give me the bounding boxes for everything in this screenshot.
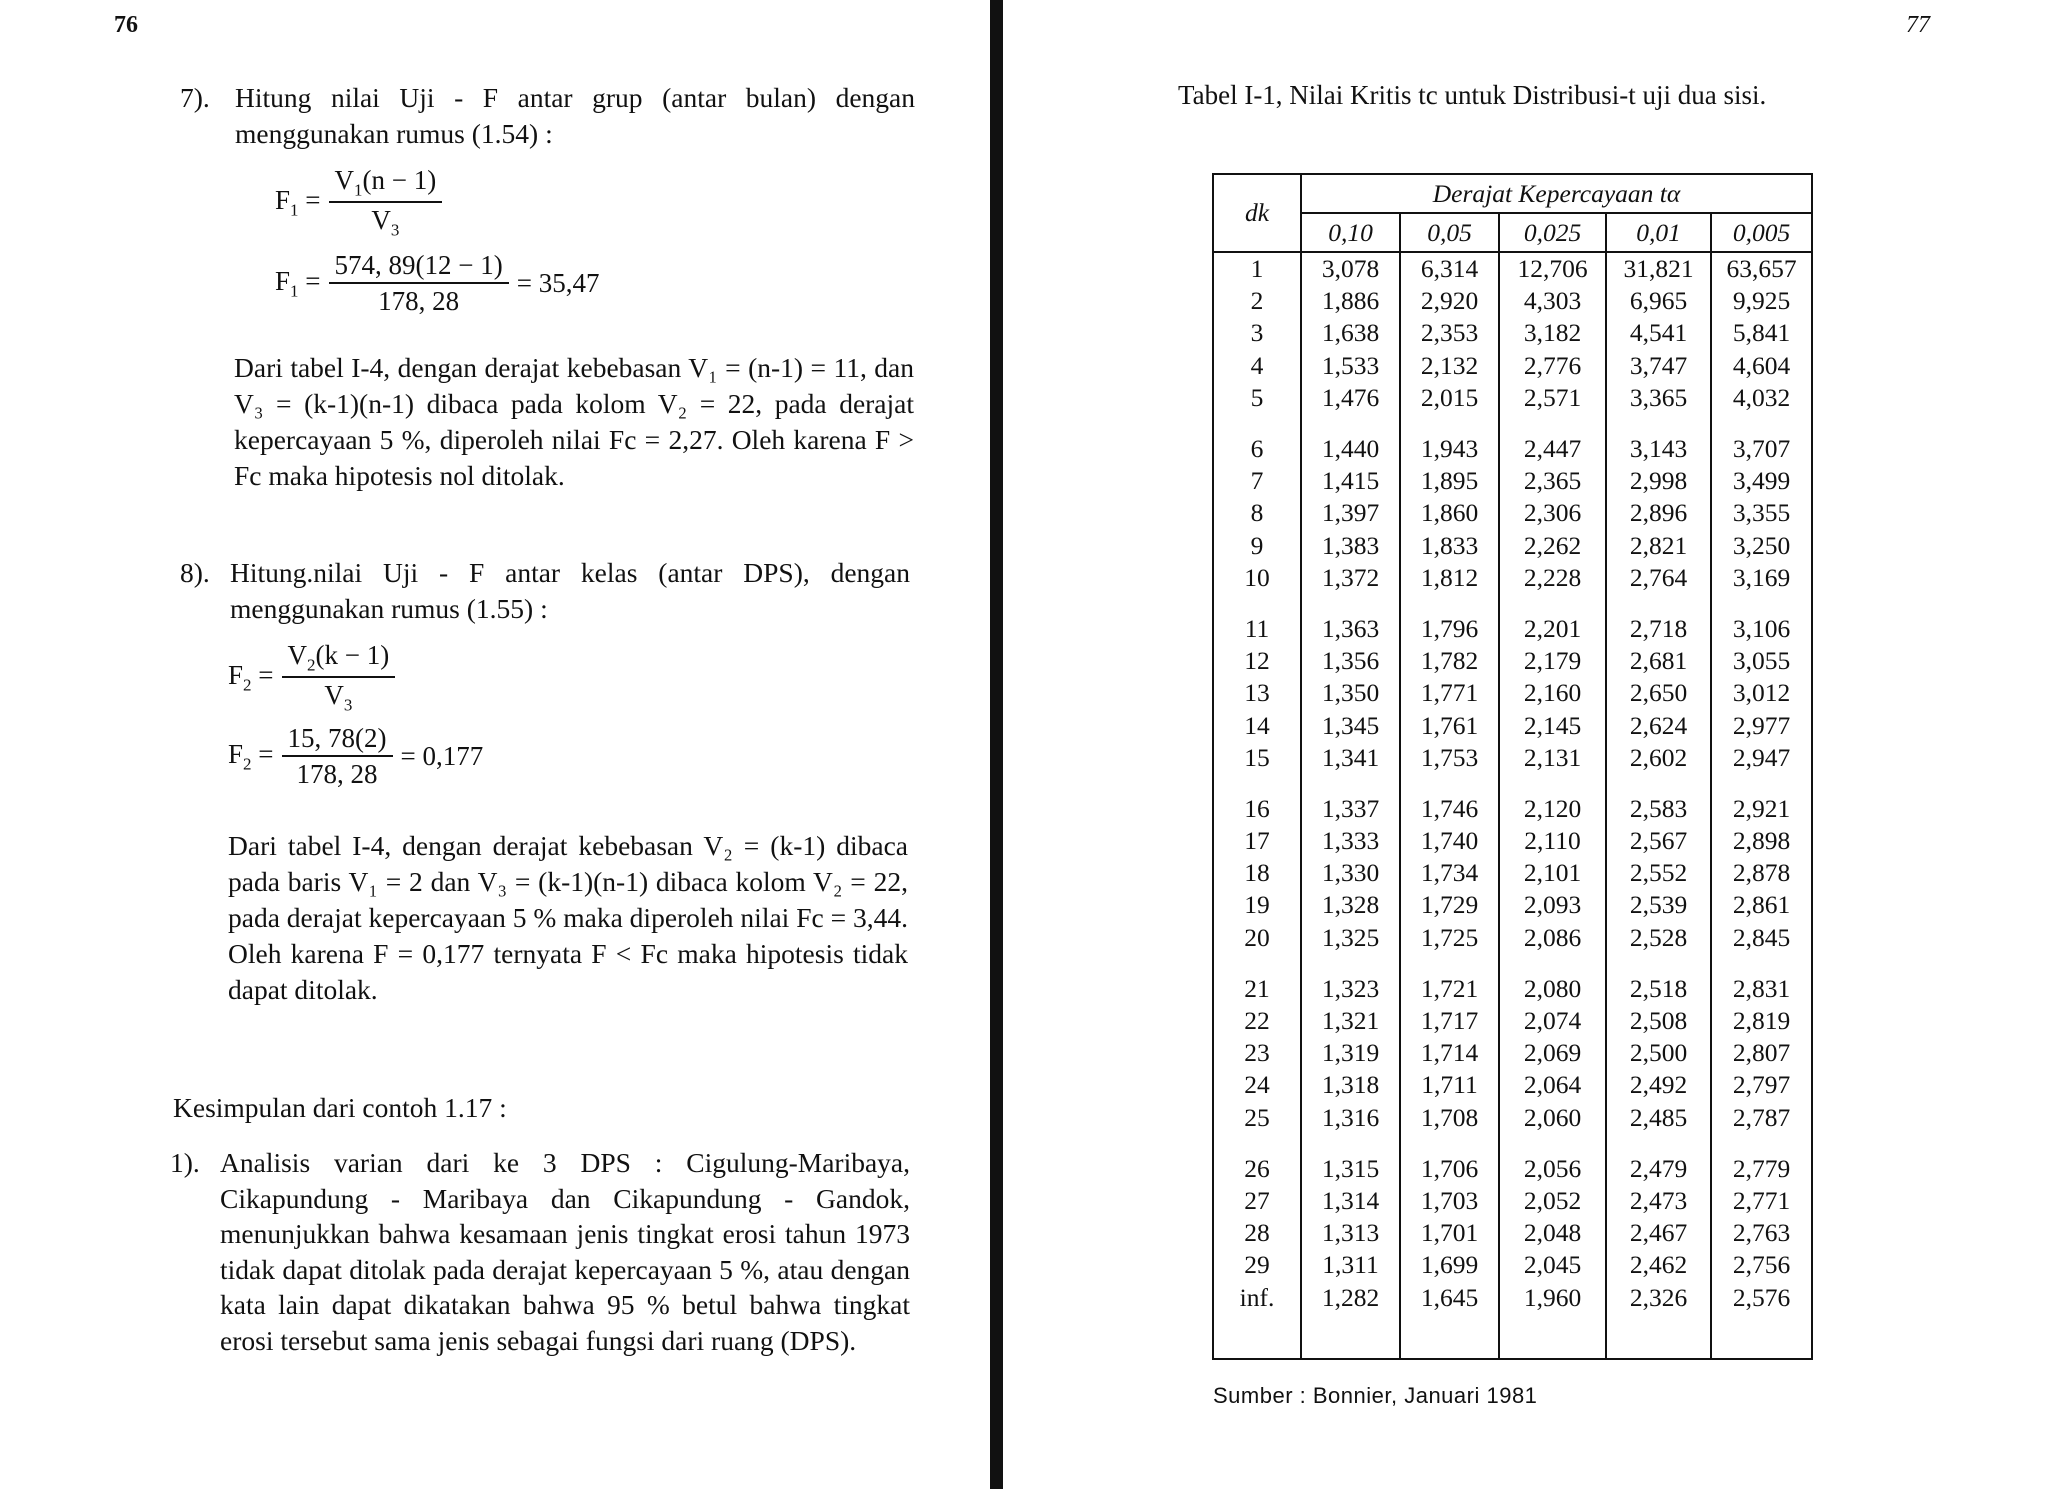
- value-cell: 2,492: [1606, 1069, 1711, 1101]
- book-spine: [990, 0, 1003, 1489]
- value-cell: 1,341: [1301, 742, 1400, 774]
- value-cell: 1,734: [1400, 857, 1499, 889]
- value-cell: 1,356: [1301, 645, 1400, 677]
- value-cell: 2,764: [1606, 562, 1711, 594]
- value-cell: 1,337: [1301, 774, 1400, 825]
- table-row: [1213, 742, 1812, 774]
- summary-item-1-number: 1).: [170, 1147, 200, 1178]
- value-cell: 3,055: [1711, 645, 1812, 677]
- value-cell: 2,998: [1606, 465, 1711, 497]
- value-cell: 2,500: [1606, 1037, 1711, 1069]
- value-cell: 1,708: [1400, 1102, 1499, 1134]
- dk-cell: 24: [1213, 1069, 1301, 1101]
- value-cell: 1,314: [1301, 1185, 1400, 1217]
- value-cell: 2,145: [1499, 709, 1606, 741]
- value-cell: 2,878: [1711, 857, 1812, 889]
- value-cell: 1,313: [1301, 1217, 1400, 1249]
- step-8-conclusion: Dari tabel I-4, dengan derajat kebebasan V₂ = (k-1) dibaca pada baris V₁ = 2 dan V₃ = (k-1)(n-1) dibaca kolom V₂ = 22, pada derajat kepercayaan 5 % maka diperoleh nilai Fc = 3,44. Oleh karena F = 0,177 ternyata F < Fc maka hipotesis tidak dapat ditolak.: [228, 830, 908, 1005]
- value-cell: 4,303: [1499, 285, 1606, 317]
- value-cell: 2,583: [1606, 774, 1711, 825]
- table-row: [1213, 857, 1812, 889]
- dk-cell: inf.: [1213, 1281, 1301, 1358]
- table-row: [1213, 382, 1812, 414]
- table-row: [1213, 285, 1812, 317]
- value-cell: 1,746: [1400, 774, 1499, 825]
- dk-cell: 27: [1213, 1185, 1301, 1217]
- table-row: [1213, 709, 1812, 741]
- value-cell: 1,383: [1301, 530, 1400, 562]
- value-cell: 1,796: [1400, 594, 1499, 645]
- table-row: [1213, 562, 1812, 594]
- value-cell: 2,060: [1499, 1102, 1606, 1134]
- dk-cell: 1: [1213, 252, 1301, 285]
- dk-cell: 10: [1213, 562, 1301, 594]
- value-cell: 12,706: [1499, 252, 1606, 285]
- value-cell: 9,925: [1711, 285, 1812, 317]
- value-cell: 2,080: [1499, 954, 1606, 1005]
- value-cell: 2,179: [1499, 645, 1606, 677]
- value-cell: 3,707: [1711, 414, 1812, 465]
- dk-cell: 28: [1213, 1217, 1301, 1249]
- value-cell: 2,771: [1711, 1185, 1812, 1217]
- table-row: [1213, 594, 1812, 645]
- column-header: 0,005: [1711, 213, 1812, 252]
- column-header-row: [1213, 213, 1812, 252]
- value-cell: 1,319: [1301, 1037, 1400, 1069]
- column-header: 0,025: [1499, 213, 1606, 252]
- table-row: [1213, 774, 1812, 825]
- value-cell: 2,821: [1606, 530, 1711, 562]
- value-cell: 2,845: [1711, 922, 1812, 954]
- value-cell: 2,831: [1711, 954, 1812, 1005]
- value-cell: 2,763: [1711, 1217, 1812, 1249]
- value-cell: 1,315: [1301, 1134, 1400, 1185]
- table-row: [1213, 1185, 1812, 1217]
- value-cell: 2,797: [1711, 1069, 1812, 1101]
- value-cell: 2,365: [1499, 465, 1606, 497]
- table-row: [1213, 1281, 1812, 1358]
- dk-cell: 3: [1213, 317, 1301, 349]
- value-cell: 2,052: [1499, 1185, 1606, 1217]
- value-cell: 5,841: [1711, 317, 1812, 349]
- value-cell: 6,965: [1606, 285, 1711, 317]
- value-cell: 2,518: [1606, 954, 1711, 1005]
- dk-cell: 20: [1213, 922, 1301, 954]
- value-cell: 1,740: [1400, 825, 1499, 857]
- step-8-number: 8).: [180, 557, 210, 588]
- value-cell: 2,056: [1499, 1134, 1606, 1185]
- dk-cell: 5: [1213, 382, 1301, 414]
- value-cell: 2,045: [1499, 1249, 1606, 1281]
- t-distribution-table: [1212, 173, 1813, 1360]
- value-cell: 4,541: [1606, 317, 1711, 349]
- table-row: [1213, 350, 1812, 382]
- dk-cell: 4: [1213, 350, 1301, 382]
- value-cell: 2,101: [1499, 857, 1606, 889]
- table-row: [1213, 1037, 1812, 1069]
- value-cell: 1,282: [1301, 1281, 1400, 1358]
- step-7-text: Hitung nilai Uji - F antar grup (antar bulan) dengan menggunakan rumus (1.54) :: [235, 82, 915, 149]
- value-cell: 1,699: [1400, 1249, 1499, 1281]
- value-cell: 1,886: [1301, 285, 1400, 317]
- dk-cell: 29: [1213, 1249, 1301, 1281]
- value-cell: 2,576: [1711, 1281, 1812, 1358]
- value-cell: 2,779: [1711, 1134, 1812, 1185]
- fraction-f2-calc: $\frac{15, 78(2)}{178, 28}$: [282, 723, 393, 790]
- value-cell: 63,657: [1711, 252, 1812, 285]
- value-cell: 2,624: [1606, 709, 1711, 741]
- value-cell: 3,169: [1711, 562, 1812, 594]
- value-cell: 2,353: [1400, 317, 1499, 349]
- value-cell: 3,143: [1606, 414, 1711, 465]
- value-cell: 1,782: [1400, 645, 1499, 677]
- formula-f1-calc: $F_1$ = $\frac{574, 89(12 - 1)}{178, 28}$ = 35,47: [275, 250, 600, 316]
- column-header: 0,10: [1301, 213, 1400, 252]
- value-cell: 2,462: [1606, 1249, 1711, 1281]
- value-cell: 6,314: [1400, 252, 1499, 285]
- value-cell: 1,350: [1301, 677, 1400, 709]
- value-cell: 2,262: [1499, 530, 1606, 562]
- value-cell: 1,328: [1301, 889, 1400, 921]
- right-page: [1003, 0, 2048, 1489]
- formula-f2: $F_2$ = $\frac{V_2(k - 1)}{V_3}$: [228, 640, 403, 716]
- value-cell: 2,074: [1499, 1005, 1606, 1037]
- value-cell: 2,921: [1711, 774, 1812, 825]
- dk-cell: 14: [1213, 709, 1301, 741]
- value-cell: 3,499: [1711, 465, 1812, 497]
- value-cell: 2,552: [1606, 857, 1711, 889]
- dk-cell: 17: [1213, 825, 1301, 857]
- value-cell: 2,306: [1499, 497, 1606, 529]
- value-cell: 1,645: [1400, 1281, 1499, 1358]
- value-cell: 1,323: [1301, 954, 1400, 1005]
- value-cell: 1,701: [1400, 1217, 1499, 1249]
- value-cell: 2,086: [1499, 922, 1606, 954]
- value-cell: 2,485: [1606, 1102, 1711, 1134]
- page-number-left: 76: [114, 12, 138, 38]
- value-cell: 1,476: [1301, 382, 1400, 414]
- table-row: [1213, 252, 1812, 285]
- table-row: [1213, 645, 1812, 677]
- f1-result: = 35,47: [516, 268, 600, 298]
- value-cell: 2,681: [1606, 645, 1711, 677]
- value-cell: 2,447: [1499, 414, 1606, 465]
- value-cell: 2,015: [1400, 382, 1499, 414]
- value-cell: 2,650: [1606, 677, 1711, 709]
- value-cell: 2,567: [1606, 825, 1711, 857]
- value-cell: 2,160: [1499, 677, 1606, 709]
- table-row: [1213, 889, 1812, 921]
- value-cell: 1,860: [1400, 497, 1499, 529]
- value-cell: 1,711: [1400, 1069, 1499, 1101]
- value-cell: 2,807: [1711, 1037, 1812, 1069]
- value-cell: 1,725: [1400, 922, 1499, 954]
- value-cell: 3,355: [1711, 497, 1812, 529]
- dk-cell: 6: [1213, 414, 1301, 465]
- table-row: [1213, 317, 1812, 349]
- value-cell: 2,898: [1711, 825, 1812, 857]
- dk-cell: 9: [1213, 530, 1301, 562]
- fraction-f1-calc: $\frac{574, 89(12 - 1)}{178, 28}$: [329, 250, 509, 317]
- value-cell: 2,602: [1606, 742, 1711, 774]
- value-cell: 2,120: [1499, 774, 1606, 825]
- value-cell: 1,771: [1400, 677, 1499, 709]
- value-cell: 31,821: [1606, 252, 1711, 285]
- value-cell: 1,753: [1400, 742, 1499, 774]
- value-cell: 2,479: [1606, 1134, 1711, 1185]
- fraction-f1: $\frac{V_1(n - 1)}{V_3}$: [329, 165, 443, 241]
- value-cell: 1,703: [1400, 1185, 1499, 1217]
- formula-f2-calc: $F_2$ = $\frac{15, 78(2)}{178, 28}$ = 0,177: [228, 723, 484, 789]
- value-cell: 1,761: [1400, 709, 1499, 741]
- step-8-text: Hitung.nilai Uji - F antar kelas (antar DPS), dengan menggunakan rumus (1.55) :: [230, 557, 910, 624]
- value-cell: 1,943: [1400, 414, 1499, 465]
- dk-cell: 16: [1213, 774, 1301, 825]
- value-cell: 1,721: [1400, 954, 1499, 1005]
- value-cell: 2,048: [1499, 1217, 1606, 1249]
- dk-cell: 26: [1213, 1134, 1301, 1185]
- table-caption: Tabel I-1, Nilai Kritis tc untuk Distribusi-t uji dua sisi.: [1178, 80, 1767, 110]
- value-cell: 1,316: [1301, 1102, 1400, 1134]
- value-cell: 1,706: [1400, 1134, 1499, 1185]
- dk-cell: 19: [1213, 889, 1301, 921]
- table-row: [1213, 465, 1812, 497]
- value-cell: 1,321: [1301, 1005, 1400, 1037]
- dk-cell: 8: [1213, 497, 1301, 529]
- table-row: [1213, 1069, 1812, 1101]
- dk-cell: 12: [1213, 645, 1301, 677]
- table-row: [1213, 497, 1812, 529]
- table-row: [1213, 825, 1812, 857]
- table-row: [1213, 1217, 1812, 1249]
- value-cell: 2,110: [1499, 825, 1606, 857]
- left-page: [0, 0, 990, 1489]
- dk-cell: 2: [1213, 285, 1301, 317]
- value-cell: 1,729: [1400, 889, 1499, 921]
- table-row: [1213, 530, 1812, 562]
- value-cell: 2,787: [1711, 1102, 1812, 1134]
- table-row: [1213, 1249, 1812, 1281]
- table-body: [1213, 252, 1812, 1359]
- dk-cell: 13: [1213, 677, 1301, 709]
- dk-cell: 18: [1213, 857, 1301, 889]
- dk-cell: 22: [1213, 1005, 1301, 1037]
- value-cell: 1,333: [1301, 825, 1400, 857]
- table-row: [1213, 1102, 1812, 1134]
- value-cell: 2,539: [1606, 889, 1711, 921]
- value-cell: 2,947: [1711, 742, 1812, 774]
- value-cell: 1,812: [1400, 562, 1499, 594]
- value-cell: 3,182: [1499, 317, 1606, 349]
- dk-cell: 15: [1213, 742, 1301, 774]
- value-cell: 3,106: [1711, 594, 1812, 645]
- value-cell: 2,473: [1606, 1185, 1711, 1217]
- value-cell: 2,228: [1499, 562, 1606, 594]
- dk-cell: 23: [1213, 1037, 1301, 1069]
- value-cell: 1,415: [1301, 465, 1400, 497]
- formula-f1: $F_1$ = $\frac{V_1(n - 1)}{V_3}$: [275, 165, 450, 241]
- dk-cell: 7: [1213, 465, 1301, 497]
- step-7-conclusion: Dari tabel I-4, dengan derajat kebebasan V₁ = (n-1) = 11, dan V₃ = (k-1)(n-1) dibaca pada kolom V₂ = 22, pada derajat kepercayaan 5 %, diperoleh nilai Fc = 2,27. Oleh karena F > Fc maka hipotesis nol ditolak.: [234, 352, 914, 491]
- value-cell: 2,528: [1606, 922, 1711, 954]
- table-row: [1213, 414, 1812, 465]
- table-row: [1213, 922, 1812, 954]
- table-row: [1213, 954, 1812, 1005]
- value-cell: 1,330: [1301, 857, 1400, 889]
- value-cell: 2,776: [1499, 350, 1606, 382]
- value-cell: 1,638: [1301, 317, 1400, 349]
- page-number-right: 77: [1906, 12, 1930, 38]
- value-cell: 2,977: [1711, 709, 1812, 741]
- value-cell: 2,920: [1400, 285, 1499, 317]
- value-cell: 2,819: [1711, 1005, 1812, 1037]
- value-cell: 2,467: [1606, 1217, 1711, 1249]
- confidence-header: Derajat Kepercayaan tα: [1301, 174, 1812, 213]
- value-cell: 3,365: [1606, 382, 1711, 414]
- value-cell: 2,201: [1499, 594, 1606, 645]
- summary-item-1-text: Analisis varian dari ke 3 DPS : Cigulung-Maribaya, Cikapundung - Maribaya dan Cikapundung - Gandok, menunjukkan bahwa kesamaan jenis tingkat erosi tahun 1973 tidak dapat ditolak pada derajat kepercayaan 5 %, atau dengan kata lain dapat dikatakan bahwa 95 % betul bahwa tingkat erosi tersebut sama jenis sebagai fungsi dari ruang (DPS).: [220, 1147, 910, 1356]
- value-cell: 2,508: [1606, 1005, 1711, 1037]
- table-row: [1213, 1134, 1812, 1185]
- value-cell: 2,571: [1499, 382, 1606, 414]
- value-cell: 2,756: [1711, 1249, 1812, 1281]
- value-cell: 2,718: [1606, 594, 1711, 645]
- value-cell: 3,250: [1711, 530, 1812, 562]
- value-cell: 1,440: [1301, 414, 1400, 465]
- value-cell: 2,896: [1606, 497, 1711, 529]
- f2-result: = 0,177: [400, 741, 484, 771]
- value-cell: 1,533: [1301, 350, 1400, 382]
- value-cell: 2,861: [1711, 889, 1812, 921]
- value-cell: 2,132: [1400, 350, 1499, 382]
- dk-header: dk: [1213, 174, 1301, 252]
- value-cell: 3,078: [1301, 252, 1400, 285]
- value-cell: 1,717: [1400, 1005, 1499, 1037]
- table-source: Sumber : Bonnier, Januari 1981: [1213, 1383, 1538, 1408]
- value-cell: 2,093: [1499, 889, 1606, 921]
- dk-cell: 11: [1213, 594, 1301, 645]
- value-cell: 2,131: [1499, 742, 1606, 774]
- value-cell: 3,747: [1606, 350, 1711, 382]
- value-cell: 2,064: [1499, 1069, 1606, 1101]
- value-cell: 3,012: [1711, 677, 1812, 709]
- value-cell: 2,069: [1499, 1037, 1606, 1069]
- table-row: [1213, 677, 1812, 709]
- value-cell: 1,714: [1400, 1037, 1499, 1069]
- value-cell: 1,895: [1400, 465, 1499, 497]
- dk-cell: 25: [1213, 1102, 1301, 1134]
- fraction-f2: $\frac{V_2(k - 1)}{V_3}$: [282, 640, 396, 716]
- summary-heading: Kesimpulan dari contoh 1.17 :: [173, 1092, 507, 1123]
- value-cell: 1,325: [1301, 922, 1400, 954]
- table-row: [1213, 1005, 1812, 1037]
- value-cell: 1,372: [1301, 562, 1400, 594]
- value-cell: 1,397: [1301, 497, 1400, 529]
- column-header: 0,01: [1606, 213, 1711, 252]
- step-7-number: 7).: [180, 82, 210, 113]
- value-cell: 1,318: [1301, 1069, 1400, 1101]
- value-cell: 2,326: [1606, 1281, 1711, 1358]
- value-cell: 1,363: [1301, 594, 1400, 645]
- value-cell: 1,345: [1301, 709, 1400, 741]
- dk-cell: 21: [1213, 954, 1301, 1005]
- value-cell: 4,604: [1711, 350, 1812, 382]
- value-cell: 1,833: [1400, 530, 1499, 562]
- value-cell: 1,311: [1301, 1249, 1400, 1281]
- value-cell: 4,032: [1711, 382, 1812, 414]
- column-header: 0,05: [1400, 213, 1499, 252]
- value-cell: 1,960: [1499, 1281, 1606, 1358]
